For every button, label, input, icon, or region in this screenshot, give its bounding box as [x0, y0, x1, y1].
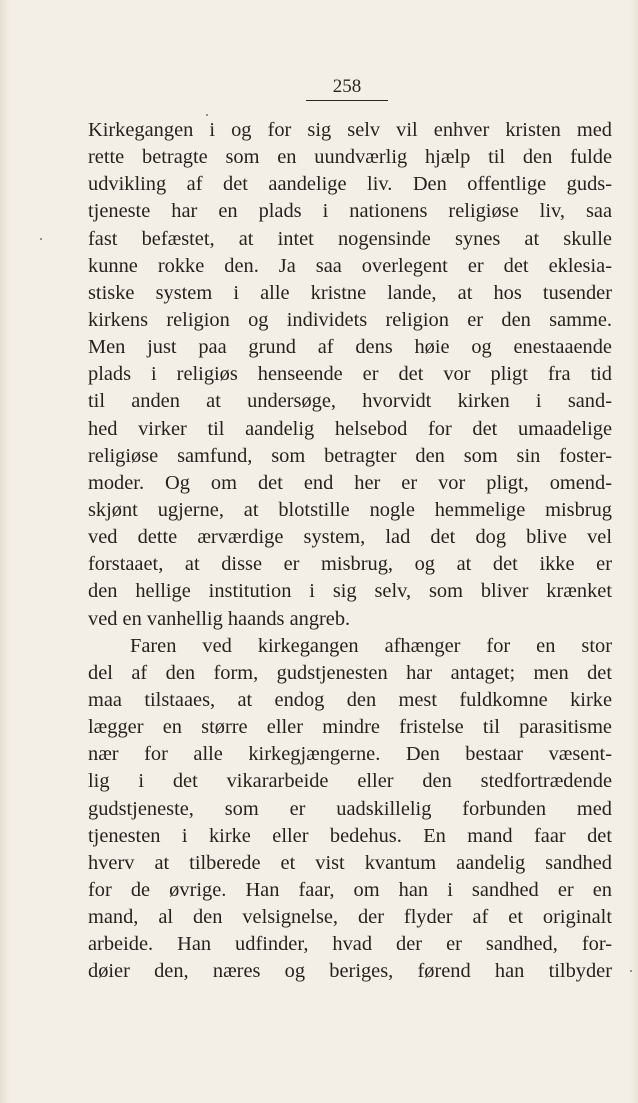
page-left-edge-shadow	[0, 0, 10, 1103]
text-line: religiøse samfund, som betragter den som sin foster-	[88, 444, 612, 467]
text-line: gudstjeneste, som er uadskillelig forbunden med	[88, 797, 612, 820]
text-line: nær for alle kirkegjængerne. Den bestaar væsent-	[88, 743, 612, 766]
paper-speck	[630, 970, 632, 972]
text-line: rette betragte som en uundværlig hjælp til den fulde	[88, 146, 612, 169]
text-line: for de øvrige. Han faar, om han i sandhed er en	[88, 878, 612, 901]
paper-speck	[206, 114, 208, 116]
text-line: skjønt ugjerne, at blotstille nogle hemmelige misbrug	[88, 498, 612, 521]
text-line: stiske system i alle kristne lande, at hos tusender	[88, 281, 612, 304]
text-line: tjeneste har en plads i nationens religiøse liv, saa	[88, 200, 612, 223]
text-line: plads i religiøs henseende er det vor pligt fra tid	[88, 363, 612, 386]
text-line: maa tilstaaes, at endog den mest fuldkomne kirke	[88, 688, 612, 711]
text-line: ved dette ærværdige system, lad det dog blive vel	[88, 526, 612, 549]
paragraph-2	[88, 633, 612, 986]
page-right-edge-shadow	[630, 0, 638, 1103]
paragraph-1	[88, 117, 612, 633]
text-line: tjenesten i kirke eller bedehus. En mand faar det	[88, 824, 612, 847]
text-line: hed virker til aandelig helsebod for det umaadelige	[88, 417, 612, 440]
paper-speck	[40, 238, 42, 240]
text-line: del af den form, gudstjenesten har antaget; men det	[88, 661, 612, 684]
text-line: Kirkegangen i og for sig selv vil enhver kristen med	[88, 119, 612, 141]
text-line: til anden at undersøge, hvorvidt kirken i sand-	[88, 390, 612, 413]
text-line: lig i det vikararbeide eller den stedfortrædende	[88, 770, 612, 793]
text-line: arbeide. Han udfinder, hvad der er sandhed, for-	[88, 933, 612, 956]
text-line: kirkens religion og individets religion er den samme.	[88, 308, 612, 331]
text-line: moder. Og om det end her er vor pligt, omend-	[88, 471, 612, 494]
text-line: den hellige institution i sig selv, som bliver krænket	[88, 580, 612, 603]
text-line: hverv at tilberede et vist kvantum aandelig sandhed	[88, 851, 612, 874]
text-line: mand, al den velsignelse, der flyder af et originalt	[88, 906, 612, 929]
text-line: fast befæstet, at intet nogensinde synes at skulle	[88, 227, 612, 250]
text-line: døier den, næres og beriges, førend han tilbyder	[88, 960, 612, 983]
text-line: kunne rokke den. Ja saa overlegent er det eklesia-	[88, 254, 612, 277]
page-number: 258	[306, 76, 388, 101]
text-line: ved en vanhellig haands angreb.	[88, 607, 351, 630]
text-line: Men just paa grund af dens høie og enestaaende	[88, 336, 612, 359]
text-line: lægger en større eller mindre fristelse til parasitisme	[88, 716, 612, 739]
text-line: udvikling af det aandelige liv. Den offentlige guds-	[88, 173, 612, 196]
text-line: forstaaet, at disse er misbrug, og at det ikke er	[88, 553, 612, 576]
body-text	[88, 117, 612, 986]
text-line: Faren ved kirkegangen afhænger for en stor	[130, 634, 612, 657]
